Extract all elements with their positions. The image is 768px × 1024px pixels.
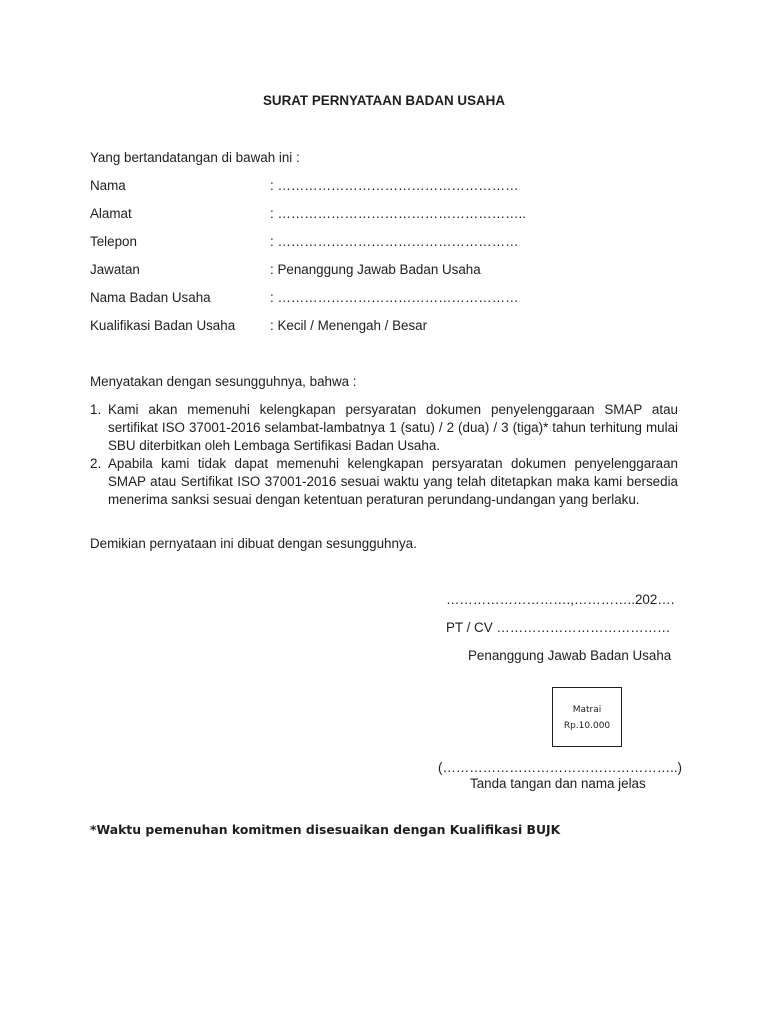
field-value: : Penanggung Jawab Badan Usaha xyxy=(270,262,481,277)
field-row-telepon xyxy=(90,234,690,252)
field-value: : Kecil / Menengah / Besar xyxy=(270,318,428,333)
date-place-line: ……………………….,…………..202…. xyxy=(446,592,675,607)
list-number: 1. xyxy=(90,402,102,417)
signature-caption: Tanda tangan dan nama jelas xyxy=(470,776,646,791)
field-label: Kualifikasi Badan Usaha xyxy=(90,318,236,333)
stamp-label: Matrai xyxy=(572,705,602,715)
intro-text: Yang bertandatangan di bawah ini : xyxy=(90,150,300,165)
statement-text: Apabila kami tidak dapat memenuhi kelengkapan persyaratan dokumen penyelenggaraan SMAP atau Sertifikat ISO 37001-2016 sesuai waktu yang telah ditetapkan maka kami bersedia menerima sanksi sesuai dengan ketentuan peraturan perundang-undangan yang berlaku. xyxy=(108,456,678,507)
field-value: : ……………………………………………… xyxy=(270,234,519,249)
closing-text: Demikian pernyataan ini dibuat dengan sesungguhnya. xyxy=(90,536,417,551)
statement-list xyxy=(90,401,678,509)
list-item xyxy=(90,455,678,509)
field-label: Telepon xyxy=(90,234,137,249)
field-row-kualifikasi xyxy=(90,318,690,336)
field-label: Alamat xyxy=(90,206,132,221)
company-line: PT / CV ………………………………… xyxy=(446,620,671,635)
field-label: Nama xyxy=(90,178,126,193)
field-row-alamat xyxy=(90,206,690,224)
declaration-intro: Menyatakan dengan sesungguhnya, bahwa : xyxy=(90,374,357,389)
stamp-amount: Rp.10.000 xyxy=(563,721,611,731)
footnote: *Waktu pemenuhan komitmen disesuaikan dengan Kualifikasi BUJK xyxy=(90,822,561,837)
signatory-role: Penanggung Jawab Badan Usaha xyxy=(468,648,672,663)
statement-text: Kami akan memenuhi kelengkapan persyaratan dokumen penyelenggaraan SMAP atau sertifikat ISO 37001-2016 selambat-lambatnya 1 (satu) / 2 (dua) / 3 (tiga)* tahun terhitung mulai SBU diterbitkan oleh Lembaga Sertifikasi Badan Usaha. xyxy=(108,402,678,453)
signature-name-line: (……………………………………………..) xyxy=(438,760,682,775)
field-value: : ……………………………………………….. xyxy=(270,206,526,221)
field-row-nama-badan-usaha xyxy=(90,290,690,308)
list-item xyxy=(90,401,678,455)
field-label: Jawatan xyxy=(90,262,140,277)
field-value: : ……………………………………………… xyxy=(270,290,519,305)
field-row-nama xyxy=(90,178,690,196)
list-number: 2. xyxy=(90,456,102,471)
field-label: Nama Badan Usaha xyxy=(90,290,211,305)
document-title: SURAT PERNYATAAN BADAN USAHA xyxy=(262,93,506,108)
field-value: : ……………………………………………… xyxy=(270,178,519,193)
stamp-box xyxy=(552,687,622,747)
field-row-jawatan xyxy=(90,262,690,280)
